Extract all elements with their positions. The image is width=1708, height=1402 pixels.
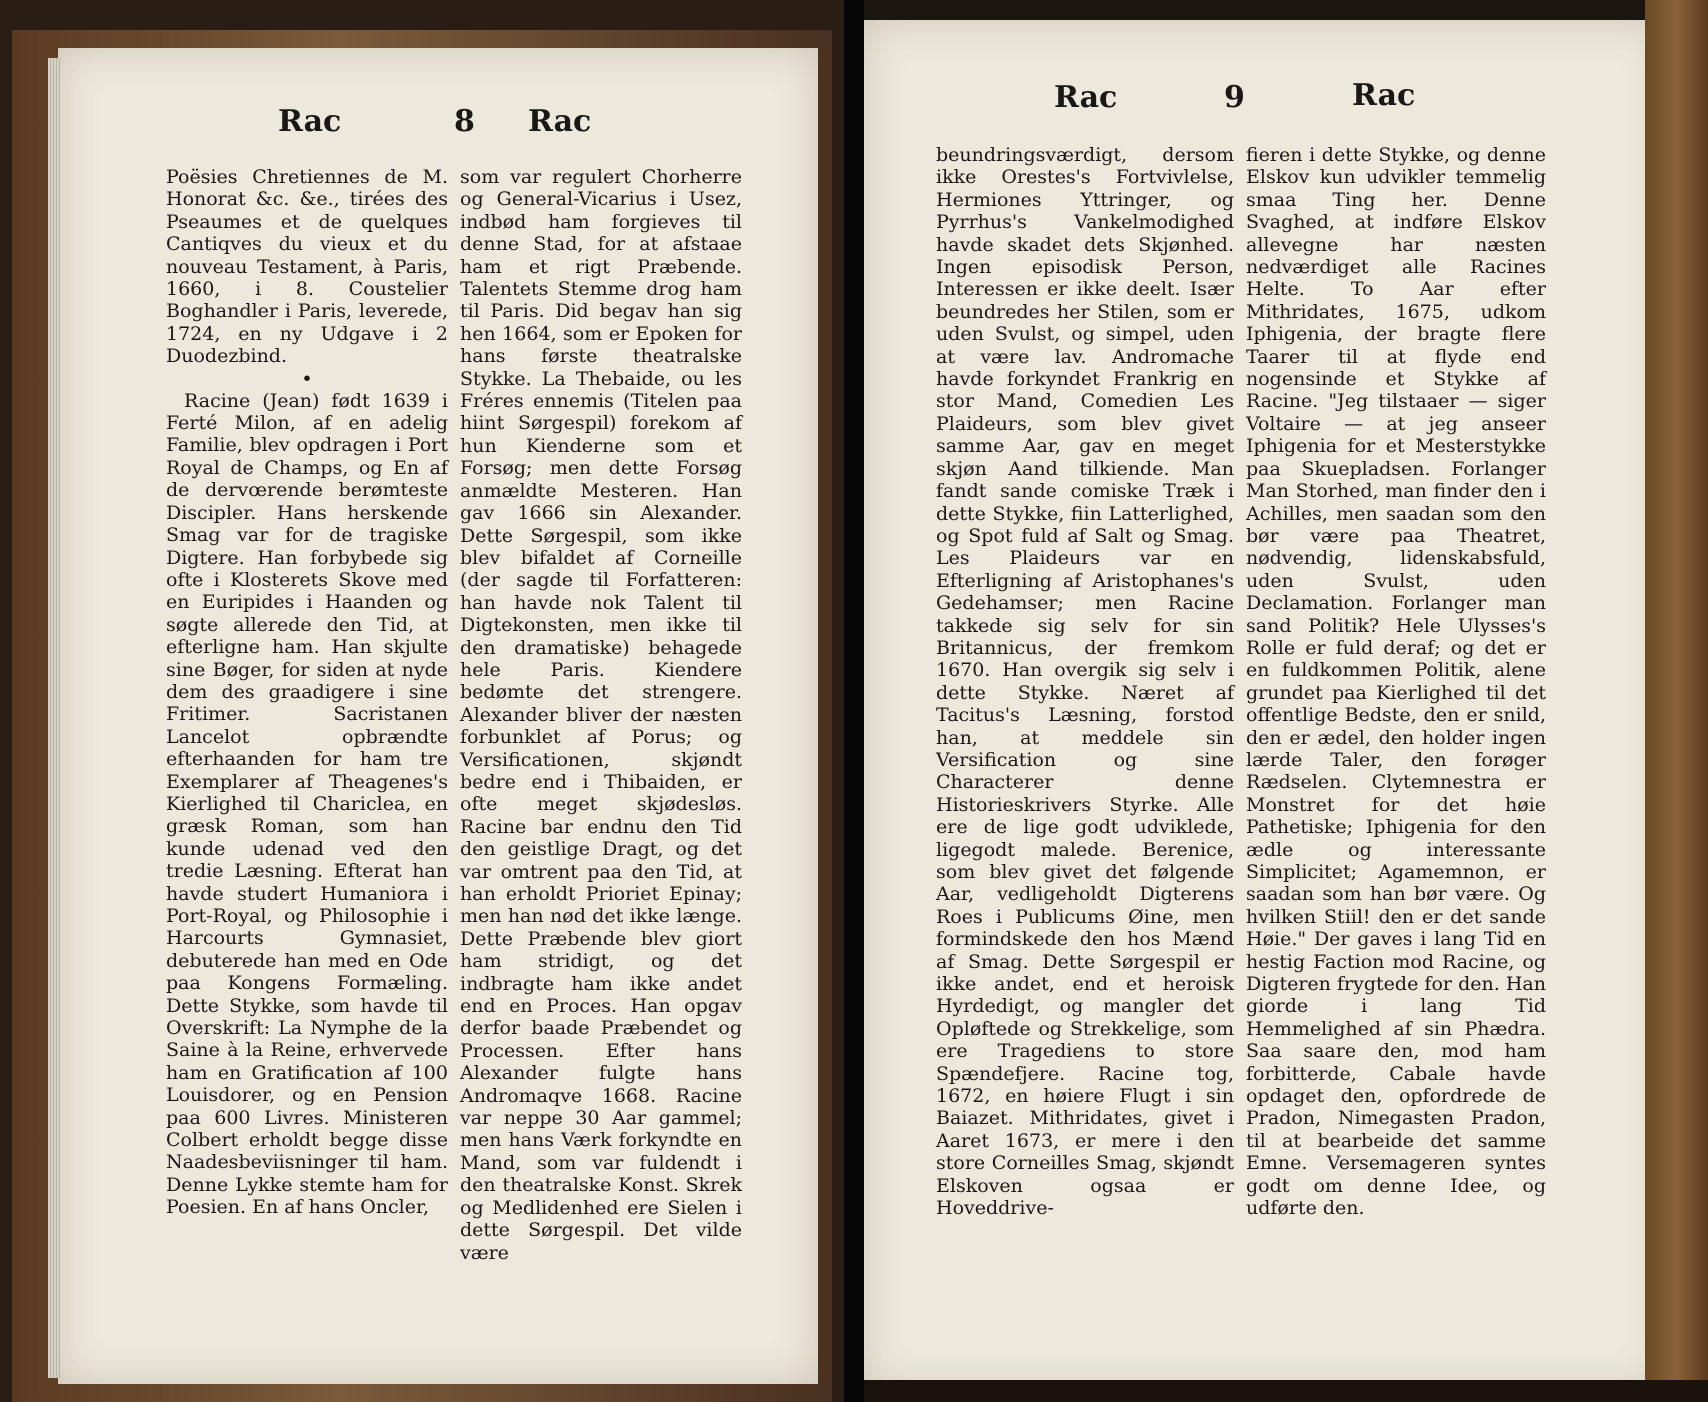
page-8 xyxy=(58,48,818,1384)
running-head-left: Rac xyxy=(278,104,342,139)
right-page-column-1 xyxy=(936,144,1234,1220)
right-page-photo xyxy=(864,0,1708,1402)
paragraph: beundringsværdigt, dersom ikke Orestes's Fortvivlelse, Hermiones Yttringer, og Pyrrhus's Vankelmodighed havde skadet dets Skjønhed. Ingen episodisk Person, Interessen er ikke deelt. Især beundredes her Stilen, som er uden Svulst, og simpel, uden at være lav. Andromache havde forkyndet Frankrig en stor Mand, Comedien Les Plaideurs, som blev givet samme Aar, gav en meget skjøn Aand tilkiende. Man fandt sande comiske Træk i dette Stykke, fiin Latterlighed, og Spot fuld af Salt og Smag. Les Plaideurs var en Efterligning af Aristophanes's Gedehamser; men Racine takkede sig selv for sin Britannicus, der fremkom 1670. Han overgik sig selv i dette Stykke. Næret af Tacitus's Læsning, forstod han, at meddele sin Versification og sine Characterer denne Historieskrivers Styrke. Alle ere de lige godt udviklede, ligegodt malede. Berenice, som blev givet det følgende Aar, vedligeholdt Digterens Roes i Publicums Øine, men formindskede den hos Mænd af Smag. Dette Sørgespil er ikke andet, end et heroisk Hyrdedigt, og mangler det Opløftede og Strekkelige, som ere Tragediens to store Spændefjere. Racine tog, 1672, en høiere Flugt i sin Baiazet. Mithridates, givet i Aaret 1673, er mere i den store Corneilles Smag, skjøndt Elskoven ogsaa er Hoveddrive- xyxy=(936,144,1234,1220)
running-head-left: Rac xyxy=(1054,80,1118,115)
separator: • xyxy=(301,367,313,390)
page-number: 9 xyxy=(1224,80,1245,115)
running-head-right: Rac xyxy=(528,104,592,139)
paragraph: Racine (Jean) født 1639 i Ferté Milon, af en adelig Familie, blev opdragen i Port Royal de Champs, og En af de dervœrende berømteste Discipler. Hans herskende Smag var for de tragiske Digtere. Han forbybede sig ofte i Klosterets Skove med en Euripides i Haanden og søgte allerede den Tid, at efterligne ham. Han skjulte sine Bøger, for siden at nyde dem des graadigere i sine Fritimer. Sacristanen Lancelot opbrændte efterhaanden for ham tre Exemplarer af Theagenes's Kierlighed til Chariclea, en græsk Roman, som han kunde udenad ved den tredie Læsning. Efterat han havde studert Humaniora i Port-Royal, og Philosophie i Harcourts Gymnasiet, debuterede han med en Ode paa Kongens Formæling. Dette Stykke, som havde til Overskrift: La Nymphe de la Saine à la Reine, erhvervede ham en Gratification af 100 Louisdorer, og en Pension paa 600 Livres. Ministeren Colbert erholdt begge disse Naadesbeviisninger til ham. Denne Lykke stemte ham for Poesien. En af hans Oncler, xyxy=(166,389,448,1219)
paragraph: fieren i dette Stykke, og denne Elskov kun udvikler temmelig smaa Ting her. Denne Svaghed, at indføre Elskov allevegne har næsten nedværdiget alle Racines Helte. To Aar efter Mithridates, 1675, udkom Iphigenia, der bragte flere Taarer til at flyde end nogensinde et Stykke af Racine. "Jeg tilstaaer — siger Voltaire — at jeg anseer Iphigenia for et Mesterstykke paa Skuepladsen. Forlanger Man Storhed, man finder den i Achilles, men saadan som den bør være paa Theatret, nødvendig, lidenskabsfuld, uden Svulst, uden Declamation. Forlanger man sand Politik? Hele Ulysses's Rolle er fuld deraf; og det er en fuldkommen Politik, alene grundet paa Kierlighed til det offentlige Bedste, den er snild, den er ædel, den holder ingen lærde Taler, den forøger Rædselen. Clytemnestra er Monstret for det høie Pathetiske; Iphigenia for den ædle og interessante Simplicitet; Agamemnon, er saadan som han bør være. Og hvilken Stiil! den er det sande Høie." Der gaves i lang Tid en hestig Faction mod Racine, og Digteren frygtede for den. Han giorde i lang Tid Hemmelighed af sin Phædra. Saa saare den, mod ham forbitterde, Cabale havde opdaget den, opfordrede de Pradon, Nimegasten Pradon, til at bearbeide det samme Emne. Versemageren syntes godt om denne Idee, og udførte den. xyxy=(1246,144,1546,1220)
left-page-photo xyxy=(0,0,844,1402)
left-page-column-1 xyxy=(166,166,448,1219)
scan-divider xyxy=(844,0,864,1402)
running-head-right: Rac xyxy=(1352,78,1416,113)
scan-bottom-edge xyxy=(864,1380,1708,1402)
paragraph: som var regulert Chorherre og General-Vicarius i Usez, indbød ham forgieves til denne Stad, for at afstaae ham et rigt Præbende. Talentets Stemme drog ham til Paris. Did begav han sig hen 1664, som er Epoken for hans første theatralske Stykke. La Thebaide, ou les Fréres ennemis (Titelen paa hiint Sørgespil) forekom af hun Kienderne som et Forsøg; men dette Forsøg anmældte Mesteren. Han gav 1666 sin Alexander. Dette Sørgespil, som ikke blev bifaldet af Corneille (der sagde til Forfatteren: han havde nok Talent til Digtekonsten, men ikke til den dramatiske) behagede hele Paris. Kiendere bedømte det strengere. Alexander bliver der næsten forbunklet af Porus; og Versificationen, skjøndt bedre end i Thibaiden, er ofte meget skjødesløs. Racine bar endnu den Tid den geistlige Dragt, og det var omtrent paa den Tid, at han erholdt Prioriet Epinay; men han nød det ikke længe. Dette Præbende blev giort ham stridigt, og det indbragte ham ikke andet end en Proces. Han opgav derfor baade Præbendet og Processen. Efter hans Alexander fulgte hans Andromaqve 1668. Racine var neppe 30 Aar gammel; men hans Værk forkyndte en Mand, som var fuldendt i den theatralske Konst. Skrek og Medlidenhed ere Sielen i dette Sørgespil. Det vilde være xyxy=(460,166,742,1264)
right-page-column-2 xyxy=(1246,144,1546,1220)
page-stack-edge xyxy=(48,58,60,1378)
page-number: 8 xyxy=(454,104,475,139)
page-9 xyxy=(864,20,1664,1390)
paragraph: Poësies Chretiennes de M. Honorat &c. &e., tirées des Pseaumes et de quelques Cantiqves du vieux et du nouveau Testament, à Paris, 1660, i 8. Coustelier Boghandler i Paris, leverede, 1724, en ny Udgave i 2 Duodezbind. xyxy=(166,166,448,368)
left-page-column-2 xyxy=(460,166,742,1264)
book-cover-edge xyxy=(1645,0,1708,1402)
